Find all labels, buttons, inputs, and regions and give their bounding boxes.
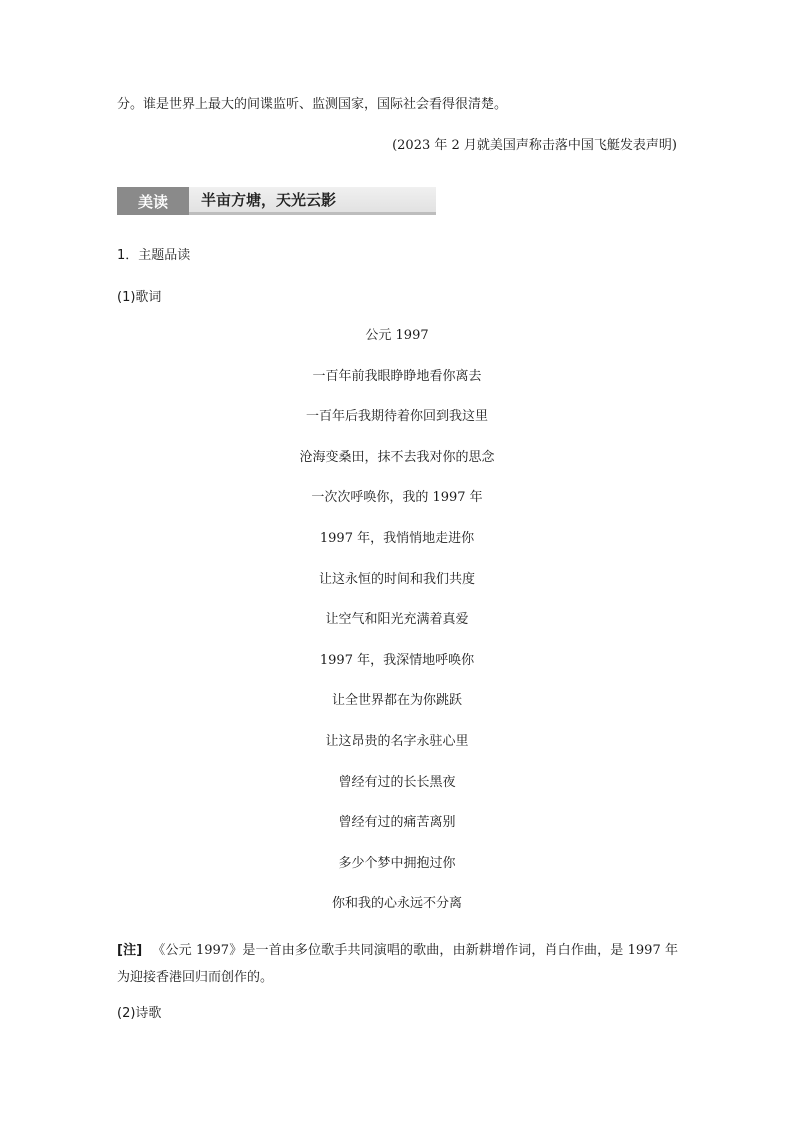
intro-paragraph: 分。谁是世界上最大的间谍监听、监测国家，国际社会看得很清楚。: [117, 97, 508, 112]
lyric-line: 让这永恒的时间和我们共度: [318, 571, 475, 587]
note-label: [注]: [117, 943, 143, 958]
source-citation: (2023 年 2 月就美国声称击落中国飞艇发表声明): [392, 138, 677, 153]
lyric-line: 1997 年，我深情地呼唤你: [319, 652, 475, 668]
subheading-poetry: (2)诗歌: [117, 1006, 162, 1021]
annotation-note: [117, 937, 678, 991]
lyric-line: 1997 年，我悄悄地走进你: [319, 530, 475, 546]
lyric-line: 曾经有过的长长黑夜: [338, 774, 456, 790]
lyric-line: 你和我的心永远不分离: [331, 896, 462, 912]
lyric-line: 让全世界都在为你跳跃: [331, 693, 462, 709]
section-heading: 1．主题品读: [117, 248, 191, 263]
lyric-line: 曾经有过的痛苦离别: [338, 815, 456, 831]
lyric-line: 一百年前我眼睁睁地看你离去: [312, 368, 482, 384]
lyric-line: 一百年后我期待着你回到我这里: [305, 409, 488, 425]
banner-tag: 美读: [117, 187, 189, 215]
note-text: 《公元 1997》是一首由多位歌手共同演唱的歌曲，由新耕增作词，肖白作曲，是 1997 年为迎接香港回归而创作的。: [117, 943, 678, 985]
lyric-line: 公元 1997: [365, 328, 429, 343]
lyric-line: 一次次呼唤你，我的 1997 年: [311, 490, 483, 506]
section-banner: [117, 187, 436, 215]
lyric-line: 让空气和阳光充满着真爱: [325, 612, 469, 628]
banner-title: 半亩方塘，天光云影: [189, 187, 436, 215]
lyric-line: 多少个梦中拥抱过你: [338, 855, 456, 871]
lyrics-list: [117, 326, 677, 935]
lyric-line: 让这昂贵的名字永驻心里: [325, 733, 469, 749]
lyric-line: 沧海变桑田，抹不去我对你的思念: [299, 449, 495, 465]
subheading-lyrics: (1)歌词: [117, 290, 162, 305]
